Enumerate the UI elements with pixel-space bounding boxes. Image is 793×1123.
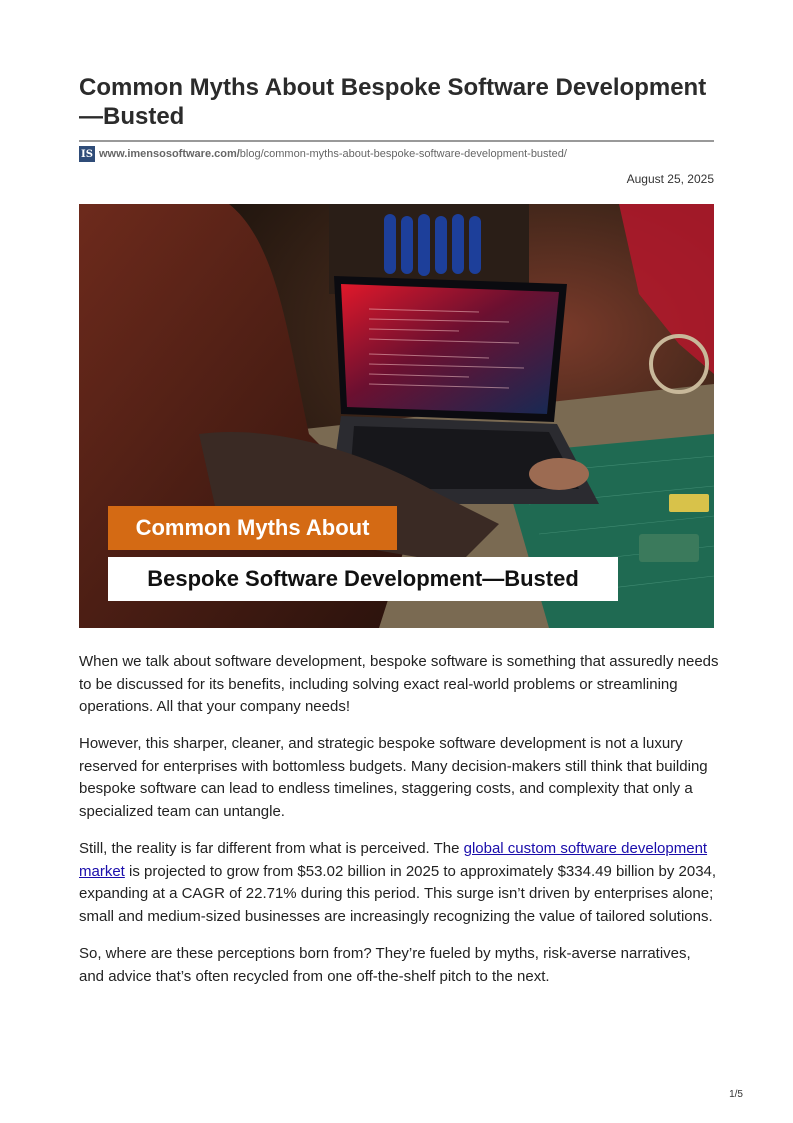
source-domain: www.imensosoftware.com/	[99, 148, 240, 160]
article-body	[79, 651, 719, 1003]
site-favicon-icon: IS	[79, 146, 95, 162]
article-title: Common Myths About Bespoke Software Development —Busted	[79, 74, 707, 130]
paragraph-4: So, where are these perceptions born from? They’re fueled by myths, risk-averse narratives, and advice that’s often recycled from one off-the-shelf pitch to the next.	[79, 945, 691, 985]
source-line	[79, 146, 567, 162]
paragraph-1: When we talk about software development, bespoke software is something that assuredly needs to be discussed for its benefits, including solving exact real-world problems or streamlining operations. All that your company needs!	[79, 653, 719, 716]
paragraph-3-text-start: Still, the reality is far different from what is perceived. The	[79, 840, 464, 858]
publish-date: August 25, 2025	[626, 172, 714, 186]
title-divider	[79, 140, 714, 142]
hero-banner-line-1: Common Myths About	[108, 506, 397, 550]
hero-banner-line-2: Bespoke Software Development—Busted	[108, 557, 618, 601]
paragraph-2: However, this sharper, cleaner, and strategic bespoke software development is not a luxury reserved for enterprises with bottomless budgets. Many decision-makers still think that building bespoke software can lead to endless timelines, staggering costs, and complexity that only a specialized team can untangle.	[79, 735, 708, 821]
hero-image	[79, 204, 714, 628]
paragraph-3	[79, 838, 719, 928]
page-number: 1/5	[729, 1089, 743, 1100]
market-report-link[interactable]: global custom software development market	[79, 840, 708, 880]
source-path: blog/common-myths-about-bespoke-software-development-busted/	[239, 148, 567, 160]
paragraph-3-text-end: is projected to grow from $53.02 billion in 2025 to approximately $334.49 billion by 2034, expanding at a CAGR of 22.71% during this period. This surge isn’t driven by enterprises alone; small and medium-sized businesses are increasingly recognizing the value of tailored solutions.	[79, 862, 717, 925]
